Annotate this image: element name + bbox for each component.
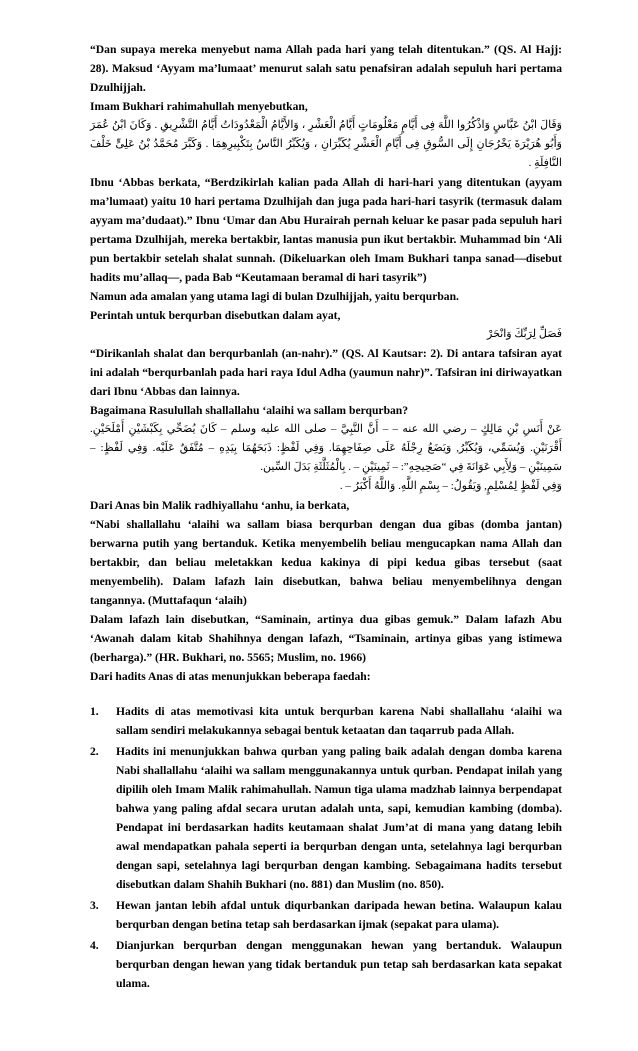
list-number: 4. [90,939,99,952]
kautsar-translation: “Dirikanlah shalat dan berqurbanlah (an-nahr).” (QS. Al Kautsar: 2). Di antara tafsiran ayat ini adalah “berqurbanlah pada hari raya Idul Adha (yaumun nahr)”. Tafsiran ini diriwayatkan dari Ibnu ‘Abbas dan lainnya. [90,347,562,398]
arabic-hadith-muslim: وَفِي لَفْظٍ لِمُسْلِمٍ, وَيَقُولُ: – بِسْمِ اللَّهِ. وَاللَّهُ أَكْبَرُ – . [339,480,562,492]
quote-paragraph-hajj: “Dan supaya mereka menyebut nama Allah pada hari yang telah ditentukan.” (QS. Al Hajj: 28). Maksud ‘Ayyam ma’lumaat’ menurut salah satu penafsiran adalah sepuluh hari pertama Dzulhijjah. [90,43,562,94]
arabic-hadith-anas: عَنْ أَنَسِ بْنِ مَالِكٍ – رضي الله عنه – – أَنَّ النَّبِيَّ – صلى الله عليه وسلم – كَانَ يُضَحِّي بِكَبْشَيْنِ أَمْلَحَيْنِ. أَقْرَنَيْنِ. وَيُسَمِّي، وَيُكَبِّرُ, وَيَضَعُ رِجْلَهُ عَلَى صِفَاحِهِمَا. وَفِي لَفْظٍ: ذَبَحَهُمَا بِيَدِهِ – مُتَّفَقٌ عَلَيْه. وَفِي لَفْظٍ: – سَمِينَيْنِ – وَلِأَبِي عَوَانَةَ فِي “صَحِيحِهِ”: – ثَمِينَيْنِ – . بِالْمُثَلَّثَةِ بَدَلَ السِّين. [90,423,562,473]
document-page [90,40,562,995]
faedah-intro: Dari hadits Anas di atas menunjukkan beberapa faedah: [90,670,371,683]
perintah-paragraph: Perintah untuk berqurban disebutkan dalam ayat, [90,309,341,322]
arabic-verse-kautsar: فَصَلِّ لِرَبِّكَ وَانْحَرْ [487,328,562,340]
list-item-text: Dianjurkan berqurban dengan menggunakan hewan yang bertanduk. Walaupun berqurban dengan hewan yang tidak bertanduk pun tetap sah berdasarkan kata sepakat ulama. [116,939,562,990]
list-number: 2. [90,745,99,758]
dzulhijjah-paragraph: Namun ada amalan yang utama lagi di bulan Dzulhijjah, yaitu berqurban. [90,290,459,303]
list-item-text: Hadits di atas memotivasi kita untuk berqurban karena Nabi shallallahu ‘alaihi wa sallam sendiri melakukannya sebagai bentuk ketaatan dan taqarrub pada Allah. [116,705,562,737]
arabic-text-ibnu-abbas: وَقَالَ ابْنُ عَبَّاسٍ وَاذْكُرُوا اللَّهَ فِى أَيَّامٍ مَعْلُومَاتٍ أَيَّامُ الْعَشْرِ ، وَالأَيَّامُ الْمَعْدُودَاتُ أَيَّامُ التَّشْرِيقِ . وَكَانَ ابْنُ عُمَرَ وَأَبُو هُرَيْرَةَ يَخْرُجَانِ إِلَى السُّوقِ فِى أَيَّامِ الْعَشْرِ يُكَبِّرَانِ ، وَيُكَبِّرُ النَّاسُ بِتَكْبِيرِهِمَا . وَكَبَّرَ مُحَمَّدُ بْنُ عَلِىٍّ خَلْفَ النَّافِلَةِ . [90,119,562,169]
faedah-list [90,702,562,993]
lafazh-paragraph: Dalam lafazh lain disebutkan, “Saminain, artinya dua gibas gemuk.” Dalam lafazh Abu ‘Awanah dalam kitab Shahihnya dengan lafazh, “Tsaminain, artinya gibas yang istimewa (berharga).” (HR. Bukhari, no. 5565; Muslim, no. 1966) [90,613,562,664]
list-item [90,742,562,894]
bukhari-intro: Imam Bukhari rahimahullah menyebutkan, [90,100,308,113]
list-item [90,896,562,934]
ibnu-abbas-translation: Ibnu ‘Abbas berkata, “Berdzikirlah kalian pada Allah di hari-hari yang ditentukan (ayyam ma’lumaat) yaitu 10 hari pertama Dzulhijah dan juga pada hari-hari tasyrik (termasuk dalam ayyam ma’dudaat).” Ibnu ‘Umar dan Abu Hurairah pernah keluar ke pasar pada sepuluh hari pertama Dzulhijah, mereka bertakbir, lantas manusia pun ikut bertakbir. Muhammad bin ‘Ali pun bertakbir setelah shalat sunnah. (Dikeluarkan oleh Imam Bukhari tanpa sanad—disebut hadits mu’allaq—, pada Bab “Keutamaan beramal di hari tasyrik”) [90,176,562,284]
anas-intro: Dari Anas bin Malik radhiyallahu ‘anhu, ia berkata, [90,499,350,512]
list-item [90,702,562,740]
list-item [90,936,562,993]
list-item-text: Hadits ini menunjukkan bahwa qurban yang paling baik adalah dengan domba karena Nabi shallallahu ‘alaihi wa sallam menggunakannya untuk qurban. Pendapat inilah yang dipilih oleh Imam Malik rahimahullah. Namun tiga ulama madzhab lainnya berpendapat bahwa yang paling afdal secara urutan adalah unta, sapi, kemudian kambing (domba). Pendapat ini berdasarkan hadits keutamaan shalat Jum’at di mana yang datang lebih awal mendapatkan pahala seperti ia berqurban dengan unta, setelahnya lagi berqurban dengan sapi, setelahnya lagi berqurban dengan kambing. Sebagaimana hadits tersebut disebutkan dalam Shahih Bukhari (no. 881) dan Muslim (no. 850). [116,745,562,891]
hadith-translation: “Nabi shallallahu ‘alaihi wa sallam biasa berqurban dengan dua gibas (domba jantan) berwarna putih yang bertanduk. Ketika menyembelih beliau mengucapkan nama Allah dan bertakbir, dan beliau meletakkan kedua kakinya di pipi kedua gibas tersebut (saat menyembelih). Dalam lafazh lain disebutkan, bahwa beliau menyembelihnya dengan tangannya. (Muttafaqun ‘alaih) [90,518,562,607]
section-question: Bagaimana Rasulullah shallallahu ‘alaihi wa sallam berqurban? [90,404,409,417]
list-number: 3. [90,899,99,912]
list-item-text: Hewan jantan lebih afdal untuk diqurbankan daripada hewan betina. Walaupun kalau berqurban dengan betina tetap sah berdasarkan ijmak (sepakat para ulama). [116,899,562,931]
list-number: 1. [90,705,99,718]
